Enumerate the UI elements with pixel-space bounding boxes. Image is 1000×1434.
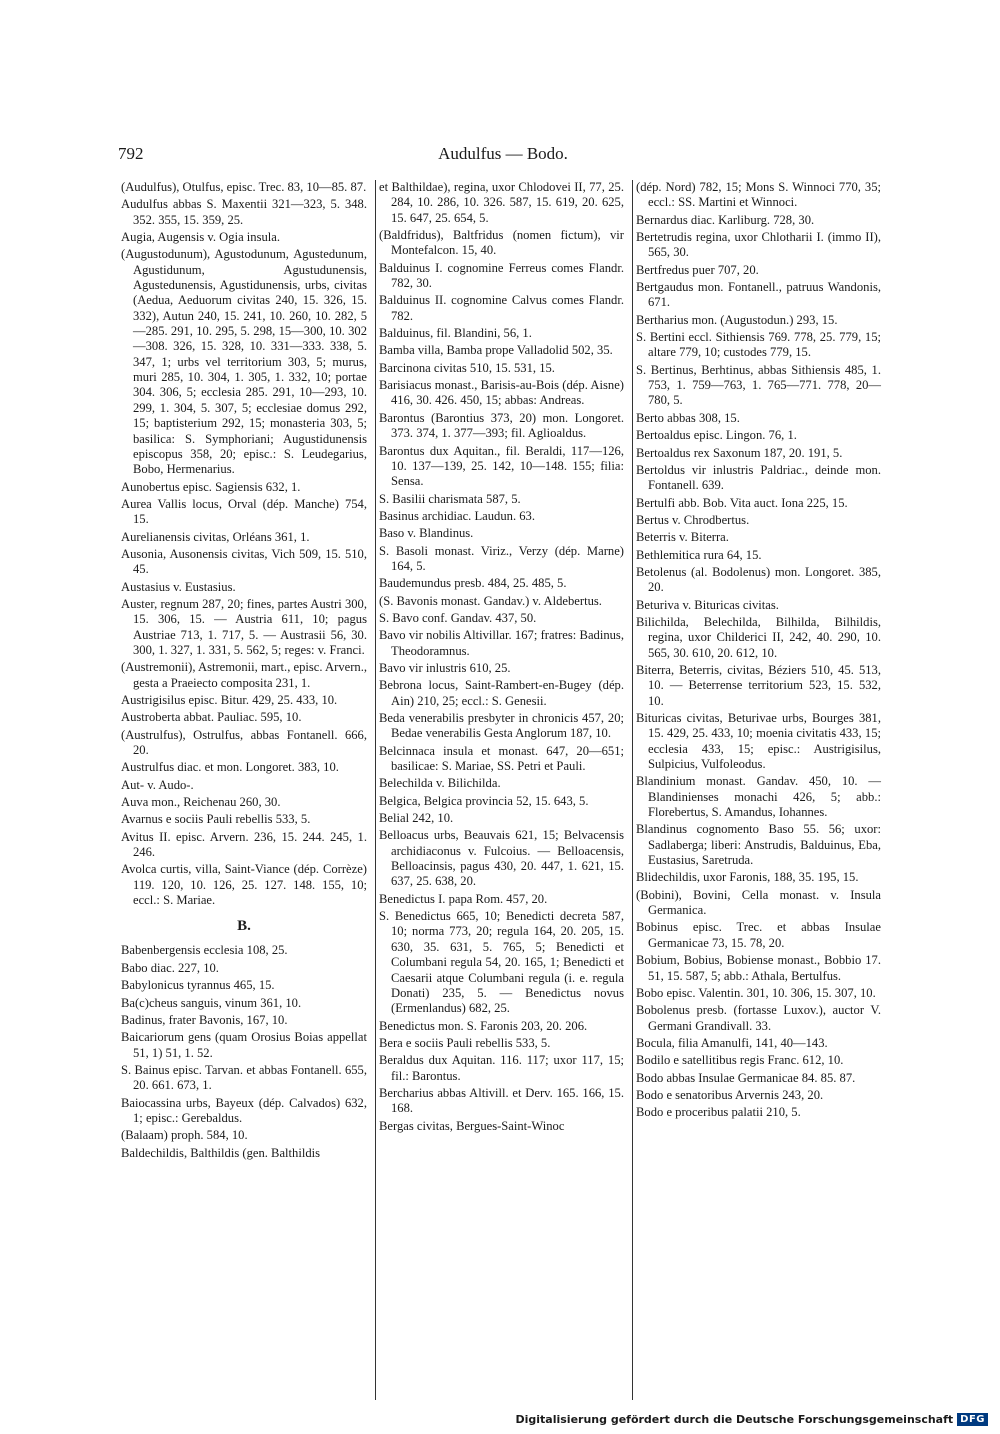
index-entry: (Balaam) proph. 584, 10. <box>121 1128 248 1143</box>
footer-credit <box>515 1413 988 1426</box>
index-entry: Babo diac. 227, 10. <box>121 960 219 975</box>
index-entry: Aunobertus episc. Sagiensis 632, 1. <box>121 479 301 494</box>
index-entry: Blidechildis, uxor Faronis, 188, 35. 195, 15. <box>636 870 859 885</box>
index-entry: Bobo episc. Valentin. 301, 10. 306, 15. 307, 10. <box>636 985 876 1000</box>
index-entry: Bertfredus puer 707, 20. <box>636 262 759 277</box>
index-entry: Bituricas civitas, Beturivae urbs, Bourges 381, 15. 429, 25. 433, 10; moenia civitatis 433, 15; ecclesia 433, 15; episc.: Austrigisilus, Sulpicius, Vulfoleodus. <box>636 711 881 772</box>
index-entry: Barontus (Barontius 373, 20) mon. Longoret. 373. 374, 1. 377—393; fil. Aglioaldus. <box>379 410 624 441</box>
index-entry: Blandinus cognomento Baso 55. 56; uxor: Sadlaberga; liberi: Anstrudis, Balduinus, Eba, Eustasius, Saretruda. <box>636 822 881 868</box>
index-entry: (S. Bavonis monast. Gandav.) v. Aldebertus. <box>379 593 602 608</box>
index-entry: Ausonia, Ausonensis civitas, Vich 509, 15. 510, 45. <box>121 546 367 577</box>
index-entry: Bodilo e satellitibus regis Franc. 612, 10. <box>636 1053 844 1068</box>
index-entry: Bavo vir nobilis Altivillar. 167; fratres: Badinus, Theodoramnus. <box>379 628 624 658</box>
index-entry: Bodo abbas Insulae Germanicae 84. 85. 87. <box>636 1070 856 1085</box>
footer-text: Digitalisierung gefördert durch die Deutsche Forschungsgemeinschaft <box>515 1413 954 1426</box>
index-entry: Baldechildis, Balthildis (gen. Balthildis <box>121 1145 321 1160</box>
index-entry: Audulfus abbas S. Maxentii 321—323, 5. 348. 352. 355, 15. 359, 25. <box>121 197 367 227</box>
running-head: Audulfus — Bodo. <box>438 144 568 163</box>
index-entry: Belloacus urbs, Beauvais 621, 15; Belvacensis archidiaconus v. Fulcoius. — Belloacensis, Belloacinsis, pagus 430, 20. 447, 1. 621, 15. 637, 25. 638, 20. <box>379 828 624 889</box>
index-entry: Bertus v. Chrodbertus. <box>636 512 750 527</box>
index-entry: Baiocassina urbs, Bayeux (dép. Calvados) 632, 1; episc.: Gerebaldus. <box>121 1095 367 1125</box>
index-entry: Baicariorum gens (quam Orosius Boias appellat 51, 1) 51, 1. 52. <box>121 1030 367 1060</box>
index-entry: Auster, regnum 287, 20; fines, partes Austri 300, 15. 306, 15. — Austria 611, 10; pagus Austriae 713, 1. 717, 5. — Austrasii 56, 30. 300, 1. 327, 1. 331, 5. 562, 5; reges: v. Franci. <box>121 596 367 657</box>
index-entry: Bodo e senatoribus Arvernis 243, 20. <box>636 1087 824 1102</box>
index-entry: (Bobini), Bovini, Cella monast. v. Insula Germanica. <box>636 887 881 918</box>
index-entry: Balduinus I. cognomine Ferreus comes Flandr. 782, 30. <box>379 260 624 291</box>
index-entry: Beda venerabilis presbyter in chronicis 457, 20; Bedae venerabilis Gesta Anglorum 187, 10. <box>379 711 624 741</box>
index-entry: Benedictus I. papa Rom. 457, 20. <box>379 891 548 906</box>
index-entry: Bernardus diac. Karliburg. 728, 30. <box>636 212 815 227</box>
index-entry: Belcinnaca insula et monast. 647, 20—651; basilicae: S. Mariae, SS. Petri et Pauli. <box>379 743 624 774</box>
index-columns <box>118 180 888 1400</box>
index-entry: Bertoldus vir inlustris Paldriac., deinde mon. Fontanell. 639. <box>636 462 881 493</box>
index-entry: (dép. Nord) 782, 15; Mons S. Winnoci 770, 35; eccl.: SS. Martini et Winnoci. <box>636 180 881 210</box>
index-entry: Austrigisilus episc. Bitur. 429, 25. 433, 10. <box>121 693 338 707</box>
index-entry: Bodo e proceribus palatii 210, 5. <box>636 1105 801 1120</box>
column-middle <box>375 180 627 1400</box>
index-entry: Beturiva v. Bituricas civitas. <box>636 597 779 612</box>
index-entry: Avitus II. episc. Arvern. 236, 15. 244. 245, 1. 246. <box>121 829 367 860</box>
index-entry: Bethlemitica rura 64, 15. <box>636 547 762 562</box>
index-entry: Balduinus II. cognomine Calvus comes Flandr. 782. <box>379 293 624 323</box>
index-entry: Beraldus dux Aquitan. 116. 117; uxor 117, 15; fil.: Barontus. <box>379 1053 624 1083</box>
index-entry: Bertoaldus episc. Lingon. 76, 1. <box>636 428 797 443</box>
column-left <box>118 180 370 1400</box>
index-entry: Aurelianensis civitas, Orléans 361, 1. <box>121 529 310 544</box>
index-entry: Bobium, Bobius, Bobiense monast., Bobbio 17. 51, 15. 587, 5; abb.: Athala, Bertulfus. <box>636 953 881 983</box>
index-entry: S. Basoli monast. Viriz., Verzy (dép. Marne) 164, 5. <box>379 543 624 573</box>
index-entry: Aurea Vallis locus, Orval (dép. Manche) 754, 15. <box>121 496 367 527</box>
column-right <box>632 180 884 1400</box>
index-entry: Bebrona locus, Saint-Rambert-en-Bugey (dép. Ain) 210, 25; eccl.: S. Genesii. <box>379 678 624 708</box>
dfg-logo: DFG <box>957 1413 988 1426</box>
index-entry: Barisiacus monast., Barisis-au-Bois (dép. Aisne) 416, 30. 426. 450, 15; abbas: Andreas. <box>379 378 624 408</box>
index-entry: S. Bertini eccl. Sithiensis 769. 778, 25. 779, 15; altare 779, 10; custodes 779, 15. <box>636 330 881 360</box>
index-entry: Augia, Augensis v. Ogia insula. <box>121 230 281 245</box>
index-entry: Bamba villa, Bamba prope Valladolid 502, 35. <box>379 343 613 358</box>
index-entry: Beterris v. Biterra. <box>636 530 729 545</box>
index-entry: Austrulfus diac. et mon. Longoret. 383, 10. <box>121 760 339 775</box>
index-entry: Bera e sociis Pauli rebellis 533, 5. <box>379 1035 551 1050</box>
index-entry: Betolenus (al. Bodolenus) mon. Longoret. 385, 20. <box>636 564 881 595</box>
index-entry: Bertetrudis regina, uxor Chlotharii I. (immo II), 565, 30. <box>636 230 881 260</box>
index-entry: Blandinium monast. Gandav. 450, 10. — Blandinienses monachi 426, 5; abb.: Florebertus, S. Amandus, Iohannes. <box>636 774 881 820</box>
index-entry: Barontus dux Aquitan., fil. Beraldi, 117—126, 10. 137—139, 25. 142, 10—148. 155; filia: Sensa. <box>379 443 624 489</box>
index-entry: S. Benedictus 665, 10; Benedicti decreta 587, 10; norma 773, 20; regula 164, 20. 205, 15. 630, 35. 631, 5. 765, 5; Benedicti et Columbani regula 54, 20. 165, 1; Benedicti et Caesarii atque Columbani regula (i. e. regula Donati) 235, 5. — Benedictus novus (Ermenlandus) 682, 25. <box>379 909 624 1016</box>
index-entry: Bobolenus presb. (fortasse Luxov.), auctor V. Germani Grandivall. 33. <box>636 1003 881 1033</box>
section-letter: B. <box>237 918 251 935</box>
index-entry: Belial 242, 10. <box>379 811 454 826</box>
index-entry: S. Bertinus, Berhtinus, abbas Sithiensis 485, 1. 753, 1. 759—763, 1. 765—771. 778, 20—780, 5. <box>636 362 881 408</box>
index-entry: Berto abbas 308, 15. <box>636 410 740 425</box>
index-entry: Benedictus mon. S. Faronis 203, 20. 206. <box>379 1018 588 1033</box>
index-entry: Bercharius abbas Altivill. et Derv. 165. 166, 15. 168. <box>379 1085 624 1116</box>
index-entry: Babylonicus tyrannus 465, 15. <box>121 978 275 993</box>
index-entry: S. Basilii charismata 587, 5. <box>379 491 521 506</box>
index-entry: Bertharius mon. (Augustodun.) 293, 15. <box>636 312 838 327</box>
index-entry: Auva mon., Reichenau 260, 30. <box>121 795 281 810</box>
index-entry: Austasius v. Eustasius. <box>121 579 236 594</box>
index-entry: S. Bavo conf. Gandav. 437, 50. <box>379 610 537 625</box>
index-entry: Avarnus e sociis Pauli rebellis 533, 5. <box>121 812 311 827</box>
index-entry: (Austrulfus), Ostrulfus, abbas Fontanell. 666, 20. <box>121 727 367 758</box>
index-entry: Bavo vir inlustris 610, 25. <box>379 660 511 675</box>
index-entry: (Audulfus), Otulfus, episc. Trec. 83, 10—85. 87. <box>121 180 367 194</box>
index-entry: Bertgaudus mon. Fontanell., patruus Wandonis, 671. <box>636 280 881 310</box>
index-entry: Austroberta abbat. Pauliac. 595, 10. <box>121 710 302 725</box>
index-entry: Biterra, Beterris, civitas, Béziers 510, 45. 513, 10. — Beterrense territorium 523, 15. 532, 10. <box>636 662 881 708</box>
index-entry: Babenbergensis ecclesia 108, 25. <box>121 943 288 958</box>
index-entry: Bobinus episc. Trec. et abbas Insulae Germanicae 73, 15. 78, 20. <box>636 920 881 950</box>
index-entry: Bertulfi abb. Bob. Vita auct. Iona 225, 15. <box>636 495 848 510</box>
index-entry: Bertoaldus rex Saxonum 187, 20. 191, 5. <box>636 445 843 460</box>
index-entry: (Augustodunum), Agustodunum, Agustedunum, Agustidunum, Agustudunensis, Agustedunensis, Agustidunensis, urbs, civitas (Aedua, Aeduorum civitas 240, 15. 326, 15. 332), Autun 240, 15. 241, 10. 260, 10. 282, 5—285. 291, 10. 295, 5. 298, 15—300, 10. 302—308. 326, 15. 328, 10. 331—333. 338, 5. 347, 1; urbs vel territorium 303, 5; murus, muri 285, 10. 304, 1. 305, 1. 332, 10; portae 304. 306, 5; ecclesia 285. 291, 10—293, 10. 299, 1. 304, 5. 307, 5; ecclesiae domus 292, 15; baptisterium 292, 15; monasteria 303, 5; basilica: S. Symphoriani; Augustidunensis episcopus 358, 20; episc.: S. Leudegarius, Bobo, Hermenarius. <box>121 247 367 477</box>
index-entry: S. Bainus episc. Tarvan. et abbas Fontanell. 655, 20. 661. 673, 1. <box>121 1062 367 1093</box>
page-number: 792 <box>118 144 144 163</box>
index-entry: Baso v. Blandinus. <box>379 526 474 541</box>
index-entry: Baudemundus presb. 484, 25. 485, 5. <box>379 576 567 591</box>
page-header <box>118 144 888 168</box>
index-entry: et Balthildae), regina, uxor Chlodovei II, 77, 25. 284, 10. 286, 10. 326. 587, 15. 619, 20. 625, 15. 647, 25. 654, 5. <box>379 180 624 225</box>
index-entry: Avolca curtis, villa, Saint-Viance (dép. Corrèze) 119. 120, 10. 126, 25. 127. 148. 155, 10; eccl.: S. Mariae. <box>121 862 367 908</box>
index-entry: Basinus archidiac. Laudun. 63. <box>379 508 535 523</box>
index-entry: Balduinus, fil. Blandini, 56, 1. <box>379 326 532 341</box>
index-entry: Belgica, Belgica provincia 52, 15. 643, 5. <box>379 793 589 808</box>
index-entry: (Baldfridus), Baltfridus (nomen fictum), vir Montefalcon. 15, 40. <box>379 228 624 258</box>
index-entry: Ba(c)cheus sanguis, vinum 361, 10. <box>121 995 302 1010</box>
index-entry: Bergas civitas, Bergues-Saint-Winoc <box>379 1118 565 1133</box>
index-entry: Bilichilda, Belechilda, Bilhilda, Bilhildis, regina, uxor Childerici II, 242, 40. 290, 10. 565, 30. 610, 20. 612, 10. <box>636 614 881 660</box>
index-entry: Aut- v. Audo-. <box>121 777 194 792</box>
index-entry: Bocula, filia Amanulfi, 141, 40—143. <box>636 1035 828 1050</box>
index-entry: Barcinona civitas 510, 15. 531, 15. <box>379 360 555 375</box>
index-entry: Belechilda v. Bilichilda. <box>379 776 501 791</box>
index-entry: Badinus, frater Bavonis, 167, 10. <box>121 1012 288 1027</box>
index-entry: (Austremonii), Astremonii, mart., episc. Arvern., gesta a Praeiecto composita 231, 1. <box>121 660 367 690</box>
